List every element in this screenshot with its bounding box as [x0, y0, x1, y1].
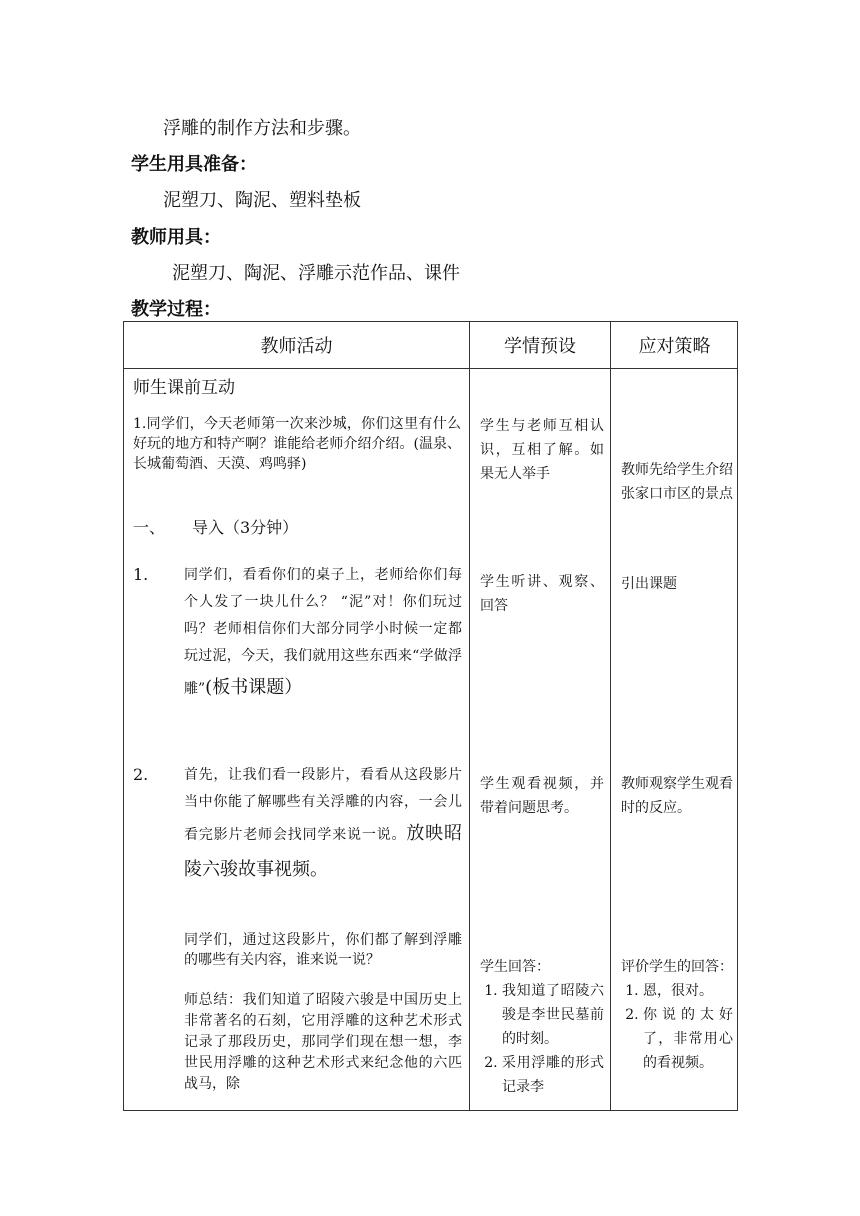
pre-class-text: 1.同学们，今天老师第一次来沙城，你们这里有什么好玩的地方和特产啊？谁能给老师介绍介绍。(温泉、长城葡萄酒、天漠、鸡鸣驿) — [133, 416, 461, 472]
item-1-number: 1. — [133, 565, 149, 584]
column-divider — [610, 322, 611, 1110]
section-number: 一、 — [133, 518, 166, 537]
lesson-process-table — [123, 321, 738, 1111]
question-text: 同学们，通过这段影片，你们都了解到浮雕的哪些有关内容，谁来说一说？ — [184, 932, 462, 968]
section-title: 导入（3分钟） — [192, 518, 299, 537]
column-divider — [469, 322, 470, 1110]
strategy-evaluation-intro: 评价学生的回答： — [621, 959, 733, 975]
item-1-text — [184, 562, 462, 706]
method-line: 浮雕的制作方法和步骤。 — [163, 118, 361, 139]
student-answer-item: 1. 我知道了昭陵六骏是李世民墓前的时刻。 — [502, 979, 604, 1051]
strategy-evaluation-item: 2. 你说的太好了，非常用心的看视频。 — [643, 1003, 733, 1075]
summary-text: 师总结：我们知道了昭陵六骏是中国历史上非常著名的石刻，它用浮雕的这种艺术形式记录了那段历史，那同学们现在想一想，李世民用浮雕的这种艺术形式来纪念他的六匹战马，除 — [184, 992, 462, 1092]
header-divider — [124, 368, 737, 369]
strategy-evaluation-item: 1. 恩，很对。 — [643, 979, 733, 1003]
strategy-2: 引出课题 — [621, 576, 677, 592]
pre-class-title: 师生课前互动 — [133, 378, 235, 398]
strategy-1: 教师先给学生介绍张家口市区的景点 — [621, 462, 733, 502]
student-tools-text: 泥塑刀、陶泥、塑料垫板 — [163, 190, 361, 211]
student-prediction-4 — [480, 955, 604, 1099]
student-answer-item: 2. 采用浮雕的形式记录李 — [502, 1051, 604, 1099]
student-answer-intro: 学生回答： — [480, 959, 550, 975]
process-heading: 教学过程： — [131, 299, 221, 320]
item-2-text-a: 首先，让我们看一段影片，看看从这段影片当中你能了解哪些有关浮雕的内容，一会儿看完影片老师会找同学来说一说。 — [184, 767, 462, 843]
student-tools-heading: 学生用具准备： — [131, 154, 257, 175]
student-prediction-1: 学生与老师互相认识，互相了解。如果无人举手 — [480, 418, 604, 482]
item-2-number: 2. — [133, 765, 149, 784]
teacher-tools-text: 泥塑刀、陶泥、浮雕示范作品、课件 — [172, 263, 460, 284]
student-prediction-3: 学生观看视频，并带着问题思考。 — [480, 776, 604, 816]
header-student-prediction: 学情预设 — [504, 336, 576, 357]
header-strategy: 应对策略 — [638, 336, 711, 357]
item-2-text — [184, 762, 462, 888]
student-prediction-2: 学生听讲、观察、回答 — [480, 574, 604, 614]
item-1-text-a: 同学们，看看你们的桌子上，老师给你们每个人发了一块儿什么？ “泥”对！你们玩过吗？老师相信你们大部分同学小时候一定都玩过泥，今天，我们就用这些东西来“学做浮雕” — [184, 567, 462, 697]
strategy-4 — [621, 955, 733, 1075]
item-2-text-b: 放映昭陵六骏故事视频。 — [184, 823, 463, 880]
strategy-3: 教师观察学生观看时的反应。 — [621, 776, 733, 816]
item-1-text-b: (板书课题） — [205, 677, 303, 698]
teacher-tools-heading: 教师用具： — [131, 227, 221, 248]
header-teacher-activity: 教师活动 — [260, 336, 333, 357]
